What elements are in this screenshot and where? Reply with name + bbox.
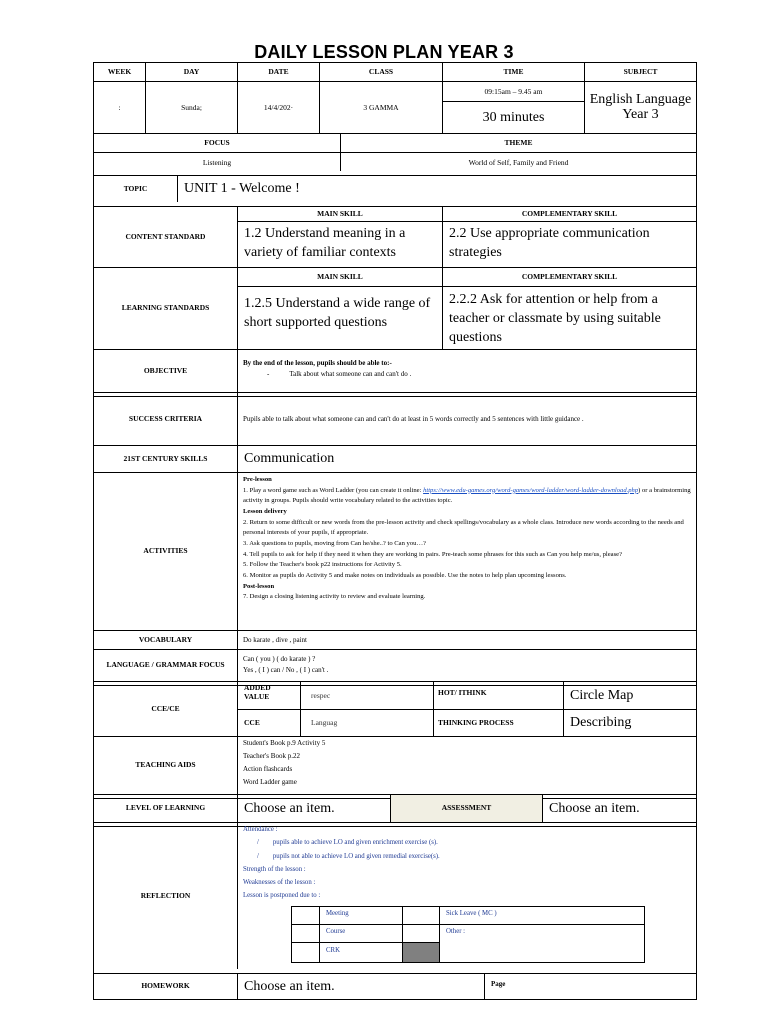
reflection-achieved (243, 836, 691, 849)
assessment-dropdown[interactable]: Choose an item. (542, 794, 697, 823)
theme-value[interactable]: World of Self, Family and Friend (340, 152, 697, 172)
cce-value[interactable]: Languag (300, 709, 434, 737)
week-header: WEEK (93, 62, 146, 82)
subject-header: SUBJECT (584, 62, 697, 82)
added-value-label: ADDED VALUE (237, 681, 301, 710)
week-value[interactable]: : (93, 81, 146, 134)
assessment-label: ASSESSMENT (390, 794, 543, 823)
meeting-label: Meeting (319, 906, 403, 925)
success-criteria-value[interactable]: Pupils able to talk about what someone can and can't do at least in 5 words correctly and 5 sentences with little guidance . (237, 392, 697, 446)
reflection-not-achieved (243, 850, 691, 863)
learning-standards-label: LEARNING STANDARDS (93, 267, 238, 350)
activities-value[interactable] (237, 472, 697, 631)
objective-value[interactable] (237, 349, 697, 393)
activity-7: 7. Design a closing listening activity to review and evaluate learning. (243, 593, 426, 601)
activity-1-text-end: ) or a brainstorming activity in groups. Pupils should write vocabulary related to the activities topic. (243, 486, 691, 505)
not-achieved-mark: / (257, 852, 259, 860)
hot-ithink-label: HOT/ ITHINK (433, 681, 564, 710)
thinking-process-label: THINKING PROCESS (433, 709, 564, 737)
sick-leave-checkbox[interactable] (402, 906, 440, 925)
activity-2: 2. Return to some difficult or new words from the pre-lesson activity and check spellings/vocabulary as a whole class. Introduce new words according to the needs and personal interests of your pupils, if appropriate. (243, 518, 684, 537)
vocabulary-label: VOCABULARY (93, 630, 238, 650)
course-label: Course (319, 924, 403, 943)
cce-label: CCE/CE (93, 681, 238, 737)
grammar-line-2: Yes , ( I ) can / No , ( I ) can't . (243, 665, 329, 674)
time-value[interactable]: 09:15am – 9.45 am (442, 81, 585, 102)
topic-label: TOPIC (93, 175, 178, 203)
date-header: DATE (237, 62, 320, 82)
objective-item-row (243, 369, 691, 380)
ls-complementary-skill-header: COMPLEMENTARY SKILL (442, 267, 697, 287)
content-standard-label: CONTENT STANDARD (93, 206, 238, 268)
word-ladder-link[interactable]: https://www.edu-games.org/word-games/word-ladder/word-ladder-download.php (423, 486, 639, 494)
level-of-learning-dropdown[interactable]: Choose an item. (237, 794, 391, 823)
skills-label: 21ST CENTURY SKILLS (93, 445, 238, 473)
crk-label: CRK (319, 942, 403, 963)
duration-value[interactable]: 30 minutes (442, 101, 585, 134)
teaching-aid-item: Teacher's Book p.22 (243, 751, 300, 760)
added-value[interactable]: respec (300, 681, 434, 710)
teaching-aids-value[interactable] (237, 736, 697, 795)
activity-6: 6. Monitor as pupils do Activity 5 and make notes on individuals as possible. Use the notes to help plan upcoming lessons. (243, 572, 567, 580)
page-field[interactable]: Page (484, 973, 697, 1000)
attendance-label: Attendance : (243, 826, 278, 833)
vocabulary-value[interactable]: Do karate , dive , paint (237, 630, 697, 650)
day-header: DAY (145, 62, 238, 82)
cs-main-skill[interactable]: 1.2 Understand meaning in a variety of familiar contexts (237, 221, 443, 268)
pre-lesson-heading: Pre-lesson (243, 476, 272, 483)
other-label: Other : (439, 924, 645, 963)
focus-value[interactable]: Listening (93, 152, 341, 172)
grammar-line-1: Can ( you ) ( do karate ) ? (243, 655, 316, 663)
teaching-aid-item: Student's Book p.9 Activity 5 (243, 739, 326, 747)
activity-5: 5. Follow the Teacher's book p22 instructions for Activity 5. (243, 561, 402, 569)
crk-shaded-cell (402, 942, 440, 963)
ls-main-skill-header: MAIN SKILL (237, 267, 443, 287)
time-header: TIME (442, 62, 585, 82)
hot-ithink-value[interactable]: Circle Map (563, 681, 697, 710)
cs-complementary-skill[interactable]: 2.2 Use appropriate communication strategies (442, 221, 697, 268)
not-achieved-text: pupils not able to achieve LO and given remedial exercise(s). (272, 852, 440, 860)
post-lesson-heading: Post-lesson (243, 582, 275, 590)
focus-header: FOCUS (93, 133, 341, 153)
grammar-label: LANGUAGE / GRAMMAR FOCUS (93, 649, 238, 682)
homework-label: HOMEWORK (93, 973, 238, 1000)
ls-complementary-skill[interactable]: 2.2.2 Ask for attention or help from a teacher or classmate by using suitable questions (442, 286, 697, 350)
class-header: CLASS (319, 62, 443, 82)
objective-intro: By the end of the lesson, pupils should be able to:- (243, 359, 392, 367)
activity-1-text: 1. Play a word game such as Word Ladder (you can create it online: (243, 486, 424, 494)
lesson-plan-table (93, 62, 697, 1000)
course-checkbox[interactable] (291, 924, 320, 943)
other-checkbox[interactable] (402, 924, 440, 943)
crk-checkbox[interactable] (291, 942, 320, 963)
strength-label: Strength of the lesson : (243, 865, 306, 873)
weakness-label: Weaknesses of the lesson : (243, 879, 316, 886)
cce-sub-label: CCE (237, 709, 301, 737)
topic-value[interactable]: UNIT 1 - Welcome ! (177, 175, 697, 203)
teaching-aid-item: Action flashcards (243, 764, 293, 773)
teaching-aid-item: Word Ladder game (243, 777, 297, 786)
objective-label: OBJECTIVE (93, 349, 238, 393)
achieved-mark: / (257, 839, 259, 847)
skills-value[interactable]: Communication (237, 445, 697, 473)
reflection-label: REFLECTION (93, 822, 238, 970)
achieved-text: pupils able to achieve LO and given enrichment exercise (s). (272, 839, 438, 847)
class-value[interactable]: 3 GAMMA (319, 81, 443, 134)
activity-3: 3. Ask questions to pupils, moving from Can he/she..? to Can you…? (243, 540, 426, 548)
page-title: DAILY LESSON PLAN YEAR 3 (254, 42, 514, 62)
level-of-learning-label: LEVEL OF LEARNING (93, 794, 238, 823)
grammar-value[interactable] (237, 649, 697, 682)
cs-main-skill-header: MAIN SKILL (237, 206, 443, 222)
objective-item: Talk about what someone can and can't do . (289, 369, 412, 378)
teaching-aids-label: TEACHING AIDS (93, 736, 238, 795)
success-criteria-label: SUCCESS CRITERIA (93, 392, 238, 446)
lesson-delivery-heading: Lesson delivery (243, 508, 287, 516)
postponed-label: Lesson is postponed due to : (243, 892, 321, 900)
ls-main-skill[interactable]: 1.2.5 Understand a wide range of short supported questions (237, 286, 443, 350)
homework-dropdown[interactable]: Choose an item. (237, 973, 485, 1000)
meeting-checkbox[interactable] (291, 906, 320, 925)
activities-label: ACTIVITIES (93, 472, 238, 631)
sick-leave-label: Sick Leave ( MC ) (439, 906, 645, 925)
day-value[interactable]: Sunda; (145, 81, 238, 134)
cs-complementary-skill-header: COMPLEMENTARY SKILL (442, 206, 697, 222)
theme-header: THEME (340, 133, 697, 153)
activity-1 (243, 486, 691, 507)
activity-4: 4. Tell pupils to ask for help if they need it when they are working in pairs. Pre-teach some phrases for this such as Can you help me/us, please? (243, 550, 623, 558)
objective-bullet: - (267, 369, 270, 378)
date-value[interactable]: 14/4/202· (237, 81, 320, 134)
subject-value[interactable]: English Language Year 3 (584, 81, 697, 134)
thinking-process-value[interactable]: Describing (563, 709, 697, 737)
